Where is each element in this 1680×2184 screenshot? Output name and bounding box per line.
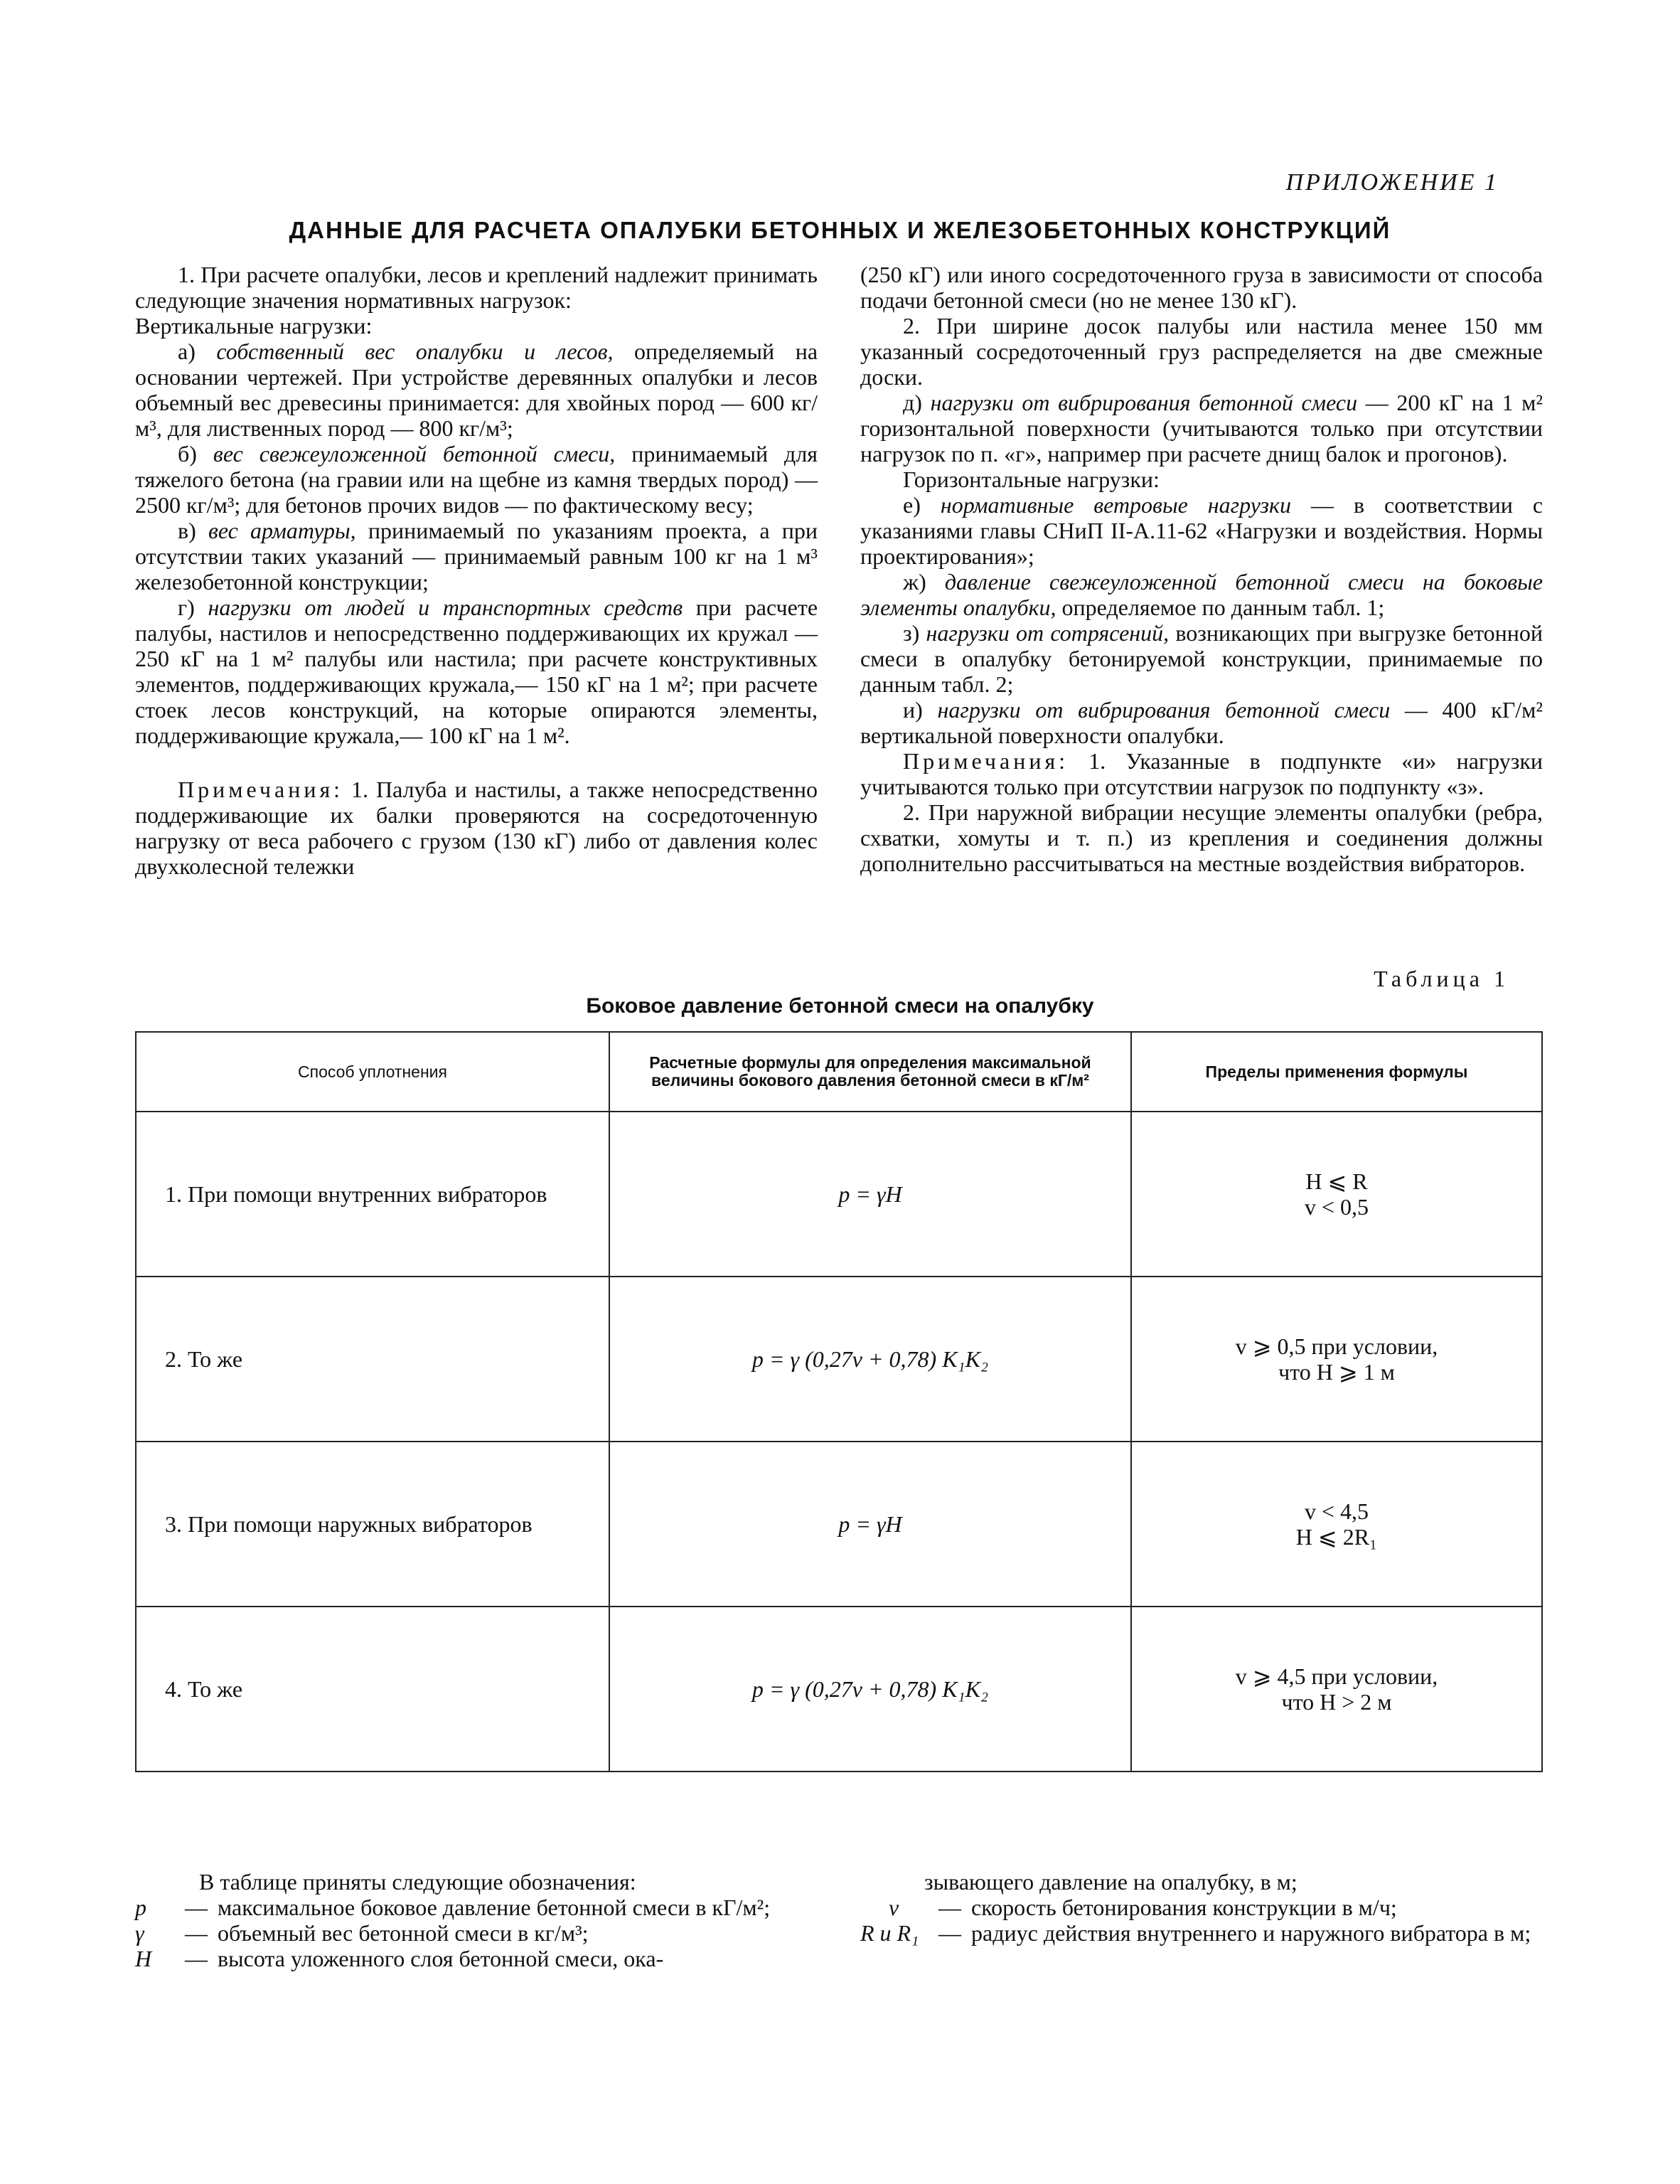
item-i: и) нагрузки от вибрирования бетонной смеси — 400 кГ/м² вертикальной поверхности опалубки. (860, 697, 1543, 748)
formula-cell: p = γH (609, 1112, 1131, 1277)
legend-item: γ — объемный вес бетонной смеси в кг/м³; (135, 1920, 589, 1946)
table-row (136, 1112, 1542, 1277)
table-label: Таблица 1 (1374, 966, 1509, 991)
note-1: Примечания: 1. Палуба и настилы, а также непосредственно поддерживающие их балки проверяются на сосредоточенную нагрузку от веса рабочего с грузом (130 кГ) либо от давления колес двухколесной тележки (135, 777, 818, 879)
legend-intro: В таблице приняты следующие обозначения: (199, 1869, 636, 1895)
item-d: д) нагрузки от вибрирования бетонной смеси — 200 кГ на 1 м² горизонтальной поверхности (учитываются только при отсутствии нагрузок по п. «г», например при расчете днищ балок и прогонов). (860, 390, 1543, 467)
left-column (135, 262, 818, 879)
header-formula: Расчетные формулы для определения максимальной величины бокового давления бетонной смеси в кГ/м² (609, 1032, 1131, 1112)
limits-cell: H ⩽ R v < 0,5 (1131, 1112, 1542, 1277)
table-header-row (136, 1032, 1542, 1112)
item-zh: ж) давление свежеуложенной бетонной смеси на боковые элементы опалубки, определяемое по данным табл. 1; (860, 569, 1543, 620)
item-e: е) нормативные ветровые нагрузки — в соответствии с указаниями главы СНиП II-А.11-62 «Нагрузки и воздействия. Нормы проектирования»; (860, 492, 1543, 569)
limits-cell: v ⩾ 4,5 при условии, что H > 2 м (1131, 1607, 1542, 1772)
appendix-label: ПРИЛОЖЕНИЕ 1 (1285, 169, 1499, 196)
table-row (136, 1442, 1542, 1607)
notes-1: Примечания: 1. Указанные в подпункте «и» нагрузки учитываются только при отсутствии нагрузок по подпункту «з». (860, 748, 1543, 799)
item-z: з) нагрузки от сотрясений, возникающих при выгрузке бетонной смеси в опалубку бетонируемой конструкции, принимаемые по данным табл. 2; (860, 620, 1543, 697)
page-title: ДАННЫЕ ДЛЯ РАСЧЕТА ОПАЛУБКИ БЕТОННЫХ И ЖЕЛЕЗОБЕТОННЫХ КОНСТРУКЦИЙ (289, 217, 1391, 243)
note-1-continued: (250 кГ) или иного сосредоточенного груза в зависимости от способа подачи бетонной смеси (но не менее 130 кГ). (860, 262, 1543, 313)
item-v: в) вес арматуры, принимаемый по указаниям проекта, а при отсутствии таких указаний — принимаемый равным 100 кг на 1 м³ железобетонной конструкции; (135, 518, 818, 595)
vertical-loads-heading: Вертикальные нагрузки: (135, 313, 373, 339)
legend-item: H — высота уложенного слоя бетонной смеси, ока- (135, 1946, 664, 1971)
item-g: г) нагрузки от людей и транспортных средств при расчете палубы, настилов и непосредственно поддерживающих их кружал — 250 кГ на 1 м² палубы или настила; при расчете конструктивных элементов, поддерживающих кружала,— 150 кГ на 1 м²; при расчете стоек лесов конструкций, на которые опираются элементы, поддерживающие кружала,— 100 кГ на 1 м². (135, 595, 818, 748)
method-cell: 4. То же (136, 1607, 609, 1772)
header-method: Способ уплотнения (136, 1032, 609, 1112)
horizontal-loads-heading: Горизонтальные нагрузки: (903, 467, 1160, 492)
item-b: б) вес свежеуложенной бетонной смеси, принимаемый для тяжелого бетона (на гравии или на щебне из камня твердых пород) — 2500 кг/м³; для бетонов прочих видов — по фактическому весу; (135, 441, 818, 518)
legend-right (860, 1869, 1543, 1946)
legend-left (135, 1869, 818, 1971)
note-2: 2. При ширине досок палубы или настила менее 150 мм указанный сосредоточенный груз распределяется на две смежные доски. (860, 313, 1543, 390)
formula-cell: p = γ (0,27v + 0,78) K₁K₂ (609, 1607, 1131, 1772)
limits-cell: v < 4,5 H ⩽ 2R₁ (1131, 1442, 1542, 1607)
table-title: Боковое давление бетонной смеси на опалубку (586, 994, 1094, 1018)
table-row (136, 1277, 1542, 1442)
legend-h-continued: зывающего давление на опалубку, в м; (924, 1869, 1298, 1895)
formula-cell: p = γH (609, 1442, 1131, 1607)
table-row (136, 1607, 1542, 1772)
formula-cell: p = γ (0,27v + 0,78) K₁K₂ (609, 1277, 1131, 1442)
method-cell: 1. При помощи внутренних вибраторов (136, 1112, 609, 1277)
method-cell: 2. То же (136, 1277, 609, 1442)
method-cell: 3. При помощи наружных вибраторов (136, 1442, 609, 1607)
paragraph-1: 1. При расчете опалубки, лесов и креплений надлежит принимать следующие значения нормативных нагрузок: (135, 262, 818, 313)
header-limits: Пределы применения формулы (1131, 1032, 1542, 1112)
legend-item: p — максимальное боковое давление бетонной смеси в кГ/м²; (135, 1895, 771, 1920)
legend-item: R и R₁ — радиус действия внутреннего и наружного вибратора в м; (860, 1920, 1531, 1946)
notes-2: 2. При наружной вибрации несущие элементы опалубки (ребра, схватки, хомуты и т. п.) из крепления и соединения должны дополнительно рассчитываться на местные воздействия вибраторов. (860, 799, 1543, 876)
right-column (860, 262, 1543, 876)
item-a: а) собственный вес опалубки и лесов, определяемый на основании чертежей. При устройстве деревянных опалубки и лесов объемный вес древесины принимается: для хвойных пород — 600 кг/м³, для лиственных пород — 800 кг/м³; (135, 339, 818, 441)
legend-item: v — скорость бетонирования конструкции в м/ч; (889, 1895, 1397, 1920)
limits-cell: v ⩾ 0,5 при условии, что H ⩾ 1 м (1131, 1277, 1542, 1442)
pressure-table (135, 1031, 1543, 1772)
